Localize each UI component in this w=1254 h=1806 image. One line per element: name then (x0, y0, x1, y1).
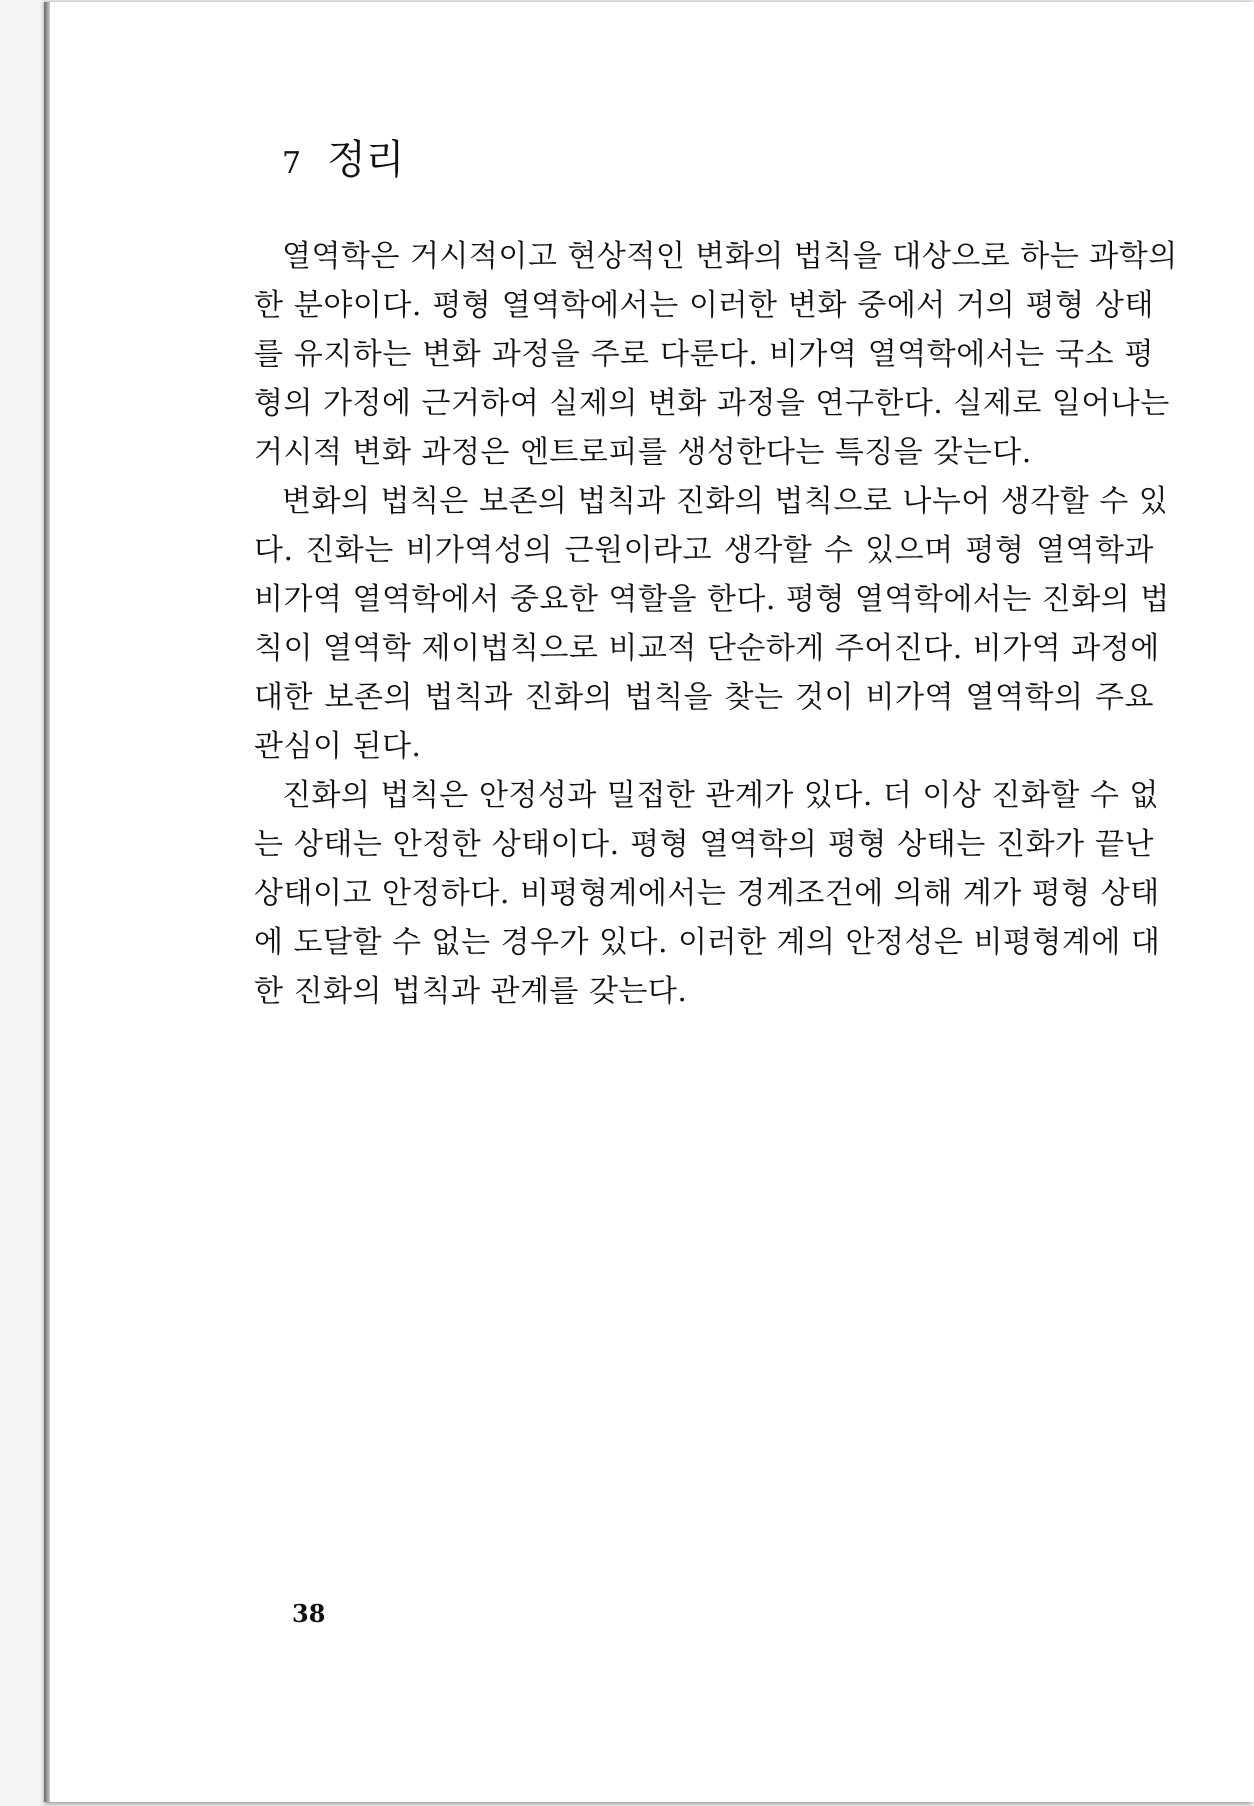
paragraph (254, 771, 1161, 1016)
text-line: 는 상태는 안정한 상태이다. 평형 열역학의 평형 상태는 진화가 끝난 (254, 827, 1154, 862)
text-line: 비가역 열역학에서 중요한 역할을 한다. 평형 열역학에서는 진화의 법 (254, 582, 1170, 617)
text-line: 열역학은 거시적이고 현상적인 변화의 법칙을 대상으로 하는 과학의 (282, 239, 1178, 274)
body-text (254, 232, 1178, 1016)
text-line: 진화의 법칙은 안정성과 밀접한 관계가 있다. 더 이상 진화할 수 없 (282, 778, 1159, 813)
paragraph (254, 232, 1178, 477)
section-heading (282, 130, 404, 194)
document-page (50, 2, 1254, 1802)
text-line: 상태이고 안정하다. 비평형계에서는 경계조건에 의해 계가 평형 상태 (254, 876, 1160, 911)
text-line: 변화의 법칙은 보존의 법칙과 진화의 법칙으로 나누어 생각할 수 있 (282, 484, 1169, 519)
text-line: 칙이 열역학 제이법칙으로 비교적 단순하게 주어진다. 비가역 과정에 (254, 631, 1160, 666)
paragraph (254, 477, 1170, 771)
text-line: 에 도달할 수 없는 경우가 있다. 이러한 계의 안정성은 비평형계에 대 (254, 925, 1161, 960)
section-number: 7 (282, 146, 302, 181)
text-line: 한 분야이다. 평형 열역학에서는 이러한 변화 중에서 거의 평형 상태 (254, 288, 1154, 323)
text-line: 거시적 변화 과정은 엔트로피를 생성한다는 특징을 갖는다. (254, 435, 1032, 470)
text-line: 형의 가정에 근거하여 실제의 변화 과정을 연구한다. 실제로 일어나는 (254, 386, 1170, 421)
text-line: 대한 보존의 법칙과 진화의 법칙을 찾는 것이 비가역 열역학의 주요 (254, 680, 1154, 715)
page-spine-edge (44, 2, 50, 1802)
text-line: 를 유지하는 변화 과정을 주로 다룬다. 비가역 열역학에서는 국소 평 (254, 337, 1154, 372)
text-line: 다. 진화는 비가역성의 근원이라고 생각할 수 있으며 평형 열역학과 (254, 533, 1154, 568)
text-line: 한 진화의 법칙과 관계를 갖는다. (254, 974, 688, 1009)
text-line: 관심이 된다. (254, 729, 422, 764)
page-number: 38 (292, 1599, 326, 1628)
section-title: 정리 (327, 137, 405, 183)
